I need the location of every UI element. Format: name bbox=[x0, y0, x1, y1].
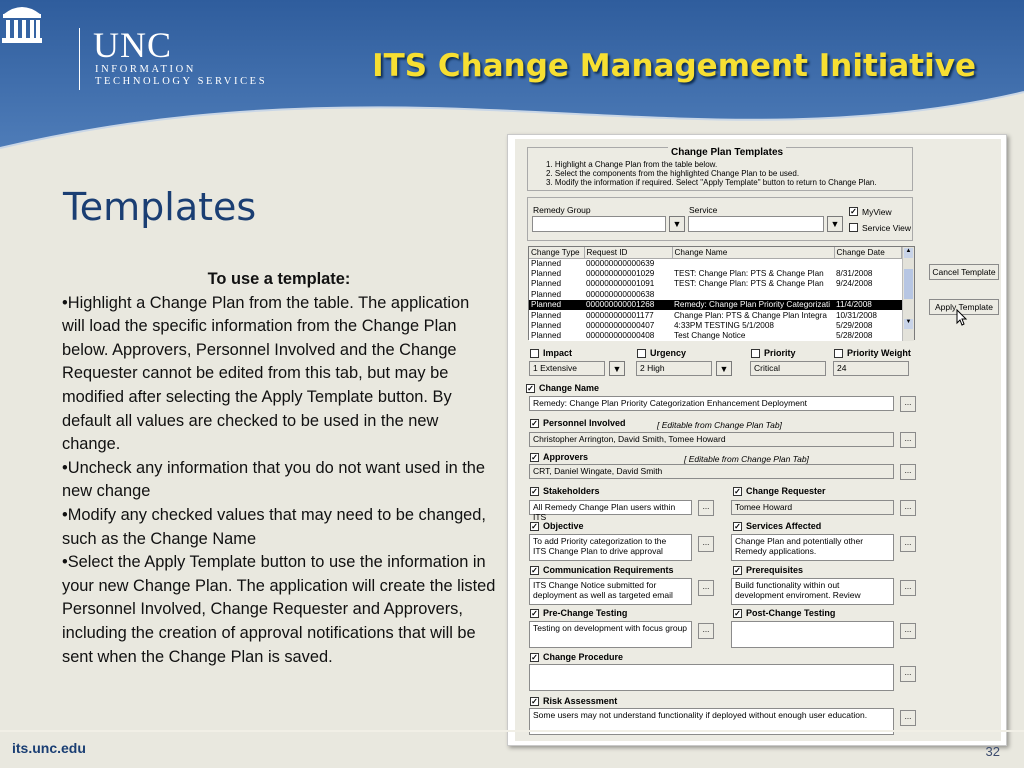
change-procedure-textarea[interactable] bbox=[529, 664, 894, 691]
column-header-request-id[interactable]: Request ID bbox=[584, 247, 672, 258]
cell-change-name bbox=[672, 258, 834, 268]
communication-checkbox[interactable] bbox=[530, 566, 539, 575]
objective-line-1: To add Priority categorization to the bbox=[533, 536, 667, 546]
impact-checkbox[interactable] bbox=[530, 349, 539, 358]
risk-textarea[interactable]: Some users may not understand functionality if deployed without enough user education. bbox=[529, 708, 894, 735]
table-row[interactable] bbox=[529, 268, 902, 278]
personnel-note: [ Editable from Change Plan Tab] bbox=[657, 420, 782, 430]
change-plan-table[interactable] bbox=[528, 246, 915, 340]
slide-title: ITS Change Management Initiative bbox=[372, 48, 976, 84]
change-procedure-label: Change Procedure bbox=[543, 652, 624, 662]
remedy-group-select[interactable] bbox=[532, 216, 666, 232]
cell-change-name: Change Plan: PTS & Change Plan Integra bbox=[674, 310, 827, 320]
cell-change-type: Planned bbox=[531, 321, 562, 331]
remedy-group-label: Remedy Group bbox=[533, 205, 591, 215]
communication-label: Communication Requirements bbox=[543, 565, 674, 575]
urgency-label: Urgency bbox=[650, 348, 687, 358]
cell-request-id: 000000000000639 bbox=[586, 258, 655, 268]
column-header-change-type[interactable]: Change Type bbox=[529, 247, 584, 258]
chevron-down-icon: ▼ bbox=[612, 364, 622, 374]
myview-checkbox[interactable] bbox=[849, 207, 858, 216]
priority-checkbox[interactable] bbox=[751, 349, 760, 358]
personnel-field: Christopher Arrington, David Smith, Tomee Howard bbox=[529, 432, 894, 447]
change-plan-screenshot bbox=[507, 134, 1007, 746]
logo-title: UNC bbox=[93, 25, 173, 65]
column-header-change-date[interactable]: Change Date bbox=[834, 247, 902, 258]
cell-change-type: Planned bbox=[531, 310, 562, 320]
check-icon: ✓ bbox=[531, 419, 538, 428]
cell-request-id: 000000000001268 bbox=[584, 300, 672, 310]
table-row[interactable] bbox=[529, 320, 902, 330]
services-affected-label: Services Affected bbox=[746, 521, 822, 531]
prerequisites-ellipsis-button[interactable]: ... bbox=[900, 580, 916, 596]
section-heading: Templates bbox=[63, 185, 257, 229]
objective-line-2: ITS Change Plan to drive approval bbox=[533, 546, 663, 556]
mouse-cursor-icon bbox=[956, 309, 968, 327]
bullet-modify: •Modify any checked values that may need to be changed, such as the Change Name bbox=[62, 505, 486, 548]
cell-change-name: TEST: Change Plan: PTS & Change Plan bbox=[674, 269, 824, 279]
cell-request-id: 000000000000408 bbox=[586, 331, 655, 341]
pre-testing-label: Pre-Change Testing bbox=[543, 608, 628, 618]
change-requester-checkbox[interactable] bbox=[733, 487, 742, 496]
post-testing-label: Post-Change Testing bbox=[746, 608, 836, 618]
table-row[interactable] bbox=[529, 300, 902, 310]
communication-line-1: ITS Change Notice submitted for bbox=[533, 580, 657, 590]
bullet-highlight: •Highlight a Change Plan from the table. The application will load the specific information from the Change Plan below. Approvers, Personnel Involved and the Change Requester cannot be edited from this tab, but may be modified after selecting the Apply Template button. By default all values are checked to be used in the new change. bbox=[62, 293, 470, 454]
service-dropdown[interactable] bbox=[827, 216, 843, 232]
service-label: Service bbox=[689, 205, 718, 215]
cell-change-date: 10/31/2008 bbox=[836, 310, 877, 320]
header-band bbox=[0, 0, 1024, 150]
change-procedure-checkbox[interactable] bbox=[530, 653, 539, 662]
cell-change-date: 9/24/2008 bbox=[836, 279, 873, 289]
check-icon: ✓ bbox=[734, 522, 741, 531]
communication-ellipsis-button[interactable]: ... bbox=[698, 580, 714, 596]
approvers-field: CRT, Daniel Wingate, David Smith bbox=[529, 464, 894, 479]
risk-ellipsis-button[interactable]: ... bbox=[900, 710, 916, 726]
stakeholders-checkbox[interactable] bbox=[530, 487, 539, 496]
priority-field: Critical bbox=[750, 361, 826, 376]
personnel-ellipsis-button[interactable]: ... bbox=[900, 432, 916, 448]
urgency-checkbox[interactable] bbox=[637, 349, 646, 358]
urgency-select[interactable]: 2 High bbox=[636, 361, 712, 376]
cell-request-id: 000000000001177 bbox=[586, 310, 654, 320]
instructions-subheading: To use a template: bbox=[207, 270, 351, 288]
check-icon: ✓ bbox=[531, 566, 538, 575]
objective-label: Objective bbox=[543, 521, 584, 531]
prerequisites-textarea[interactable] bbox=[731, 578, 894, 605]
change-requester-field: Tomee Howard bbox=[731, 500, 894, 515]
approvers-label: Approvers bbox=[543, 452, 589, 462]
logo-subtitle-2: TECHNOLOGY SERVICES bbox=[95, 76, 268, 87]
cell-request-id: 000000000001091 bbox=[586, 279, 655, 289]
cell-change-type: Planned bbox=[531, 258, 562, 268]
priority-label: Priority bbox=[764, 348, 796, 358]
change-requester-label: Change Requester bbox=[746, 486, 826, 496]
priority-weight-field: 24 bbox=[833, 361, 909, 376]
bullet-uncheck: •Uncheck any information that you do not want used in the new change bbox=[62, 458, 486, 501]
instruction-3: 3. Modify the information if required. Select "Apply Template" button to return to Change Plan. bbox=[546, 178, 877, 187]
cell-change-date: 8/31/2008 bbox=[836, 269, 873, 279]
scroll-down-icon[interactable]: ▼ bbox=[904, 319, 913, 329]
prerequisites-label: Prerequisites bbox=[746, 565, 804, 575]
stakeholders-ellipsis-button[interactable]: ... bbox=[698, 500, 714, 516]
cell-change-date bbox=[834, 258, 902, 268]
services-affected-ellipsis-button[interactable]: ... bbox=[900, 536, 916, 552]
pre-testing-checkbox[interactable] bbox=[530, 609, 539, 618]
bullet-apply: •Select the Apply Template button to use the information in your new Change Plan. The application will create the listed Personnel Involved, Change Requester and Approvers, including the creation of approval notifications that will be sent when the Change Plan is saved. bbox=[62, 553, 496, 666]
table-scrollbar[interactable] bbox=[902, 247, 914, 341]
cell-change-type: Planned bbox=[531, 279, 562, 289]
change-procedure-ellipsis-button[interactable]: ... bbox=[900, 666, 916, 682]
service-select[interactable] bbox=[688, 216, 824, 232]
cancel-template-button[interactable]: Cancel Template bbox=[929, 264, 999, 280]
cell-change-date: 11/4/2008 bbox=[834, 300, 902, 310]
change-requester-ellipsis-button[interactable]: ... bbox=[900, 500, 916, 516]
cell-change-name: TEST: Change Plan: PTS & Change Plan bbox=[674, 279, 824, 289]
risk-checkbox[interactable] bbox=[530, 697, 539, 706]
myview-label: MyView bbox=[862, 207, 892, 217]
service-view-label: Service View bbox=[862, 223, 911, 233]
groupbox-title: Change Plan Templates bbox=[668, 147, 786, 158]
cell-change-date: 5/28/2008 bbox=[836, 331, 873, 341]
table-row[interactable] bbox=[529, 310, 902, 320]
cell-change-name: Test Change Notice bbox=[674, 331, 746, 341]
communication-textarea[interactable] bbox=[529, 578, 692, 605]
priority-weight-checkbox[interactable] bbox=[834, 349, 843, 358]
approvers-checkbox[interactable] bbox=[530, 453, 539, 462]
cell-request-id: 000000000001029 bbox=[586, 269, 655, 279]
impact-select[interactable]: 1 Extensive bbox=[529, 361, 605, 376]
cell-change-date: 5/29/2008 bbox=[836, 321, 873, 331]
check-icon: ✓ bbox=[531, 653, 538, 662]
check-icon: ✓ bbox=[531, 697, 538, 706]
change-name-input[interactable]: Remedy: Change Plan Priority Categorization Enhancement Deployment bbox=[529, 396, 894, 411]
risk-label: Risk Assessment bbox=[543, 696, 618, 706]
cell-change-type: Planned bbox=[531, 269, 562, 279]
service-view-checkbox[interactable] bbox=[849, 223, 858, 232]
cell-change-name: Remedy: Change Plan Priority Categorizati bbox=[672, 300, 834, 310]
priority-weight-label: Priority Weight bbox=[847, 348, 911, 358]
check-icon: ✓ bbox=[734, 487, 741, 496]
logo-subtitle-1: INFORMATION bbox=[95, 64, 196, 75]
table-header-row bbox=[529, 247, 902, 258]
chevron-down-icon: ▼ bbox=[830, 219, 840, 229]
urgency-dropdown[interactable] bbox=[716, 361, 732, 376]
remedy-group-dropdown[interactable] bbox=[669, 216, 685, 232]
check-icon: ✓ bbox=[531, 522, 538, 531]
cell-change-type: Planned bbox=[531, 331, 562, 341]
stakeholders-label: Stakeholders bbox=[543, 486, 600, 496]
cell-change-date bbox=[834, 289, 902, 299]
pre-testing-textarea[interactable]: Testing on development with focus group bbox=[529, 621, 692, 648]
check-icon: ✓ bbox=[527, 384, 534, 393]
footer-divider bbox=[0, 730, 1024, 732]
impact-dropdown[interactable] bbox=[609, 361, 625, 376]
cell-change-type: Planned bbox=[531, 289, 562, 299]
cell-change-type: Planned bbox=[529, 300, 584, 310]
chevron-down-icon: ▼ bbox=[672, 219, 682, 229]
prerequisites-line-2: development enviroment. Review bbox=[735, 590, 861, 600]
logo-divider bbox=[79, 28, 80, 90]
table-row[interactable] bbox=[529, 258, 902, 268]
stakeholders-input[interactable]: All Remedy Change Plan users within ITS bbox=[529, 500, 692, 515]
old-well-logo-icon bbox=[0, 0, 44, 46]
table-row[interactable] bbox=[529, 279, 902, 289]
check-icon: ✓ bbox=[734, 609, 741, 618]
table-row[interactable] bbox=[529, 289, 902, 299]
services-affected-line-1: Change Plan and potentially other bbox=[735, 536, 864, 546]
page-number: 32 bbox=[985, 744, 1000, 759]
services-affected-textarea[interactable] bbox=[731, 534, 894, 561]
scroll-thumb[interactable] bbox=[904, 269, 913, 299]
footer-url[interactable]: its.unc.edu bbox=[12, 740, 86, 756]
cell-change-name bbox=[672, 289, 834, 299]
pre-testing-ellipsis-button[interactable]: ... bbox=[698, 623, 714, 639]
change-name-label: Change Name bbox=[539, 383, 600, 393]
check-icon: ✓ bbox=[531, 487, 538, 496]
check-icon: ✓ bbox=[531, 609, 538, 618]
templates-groupbox bbox=[527, 147, 913, 191]
cell-request-id: 000000000000638 bbox=[586, 289, 655, 299]
prerequisites-checkbox[interactable] bbox=[733, 566, 742, 575]
cell-change-name: 4:33PM TESTING 5/1/2008 bbox=[674, 321, 774, 331]
change-plan-templates-window bbox=[515, 139, 1001, 741]
personnel-label: Personnel Involved bbox=[543, 418, 626, 428]
instruction-2: 2. Select the components from the highlighted Change Plan to be used. bbox=[546, 169, 800, 178]
apply-template-button[interactable]: Apply Template bbox=[929, 299, 999, 315]
services-affected-line-2: Remedy applications. bbox=[735, 546, 817, 556]
table-row[interactable] bbox=[529, 331, 902, 341]
column-header-change-name[interactable]: Change Name bbox=[672, 247, 834, 258]
scroll-up-icon[interactable]: ▲ bbox=[904, 248, 913, 258]
post-testing-ellipsis-button[interactable]: ... bbox=[900, 623, 916, 639]
objective-checkbox[interactable] bbox=[530, 522, 539, 531]
check-icon: ✓ bbox=[734, 566, 741, 575]
check-icon: ✓ bbox=[531, 453, 538, 462]
prerequisites-line-1: Build functionality within out bbox=[735, 580, 840, 590]
personnel-checkbox[interactable] bbox=[530, 419, 539, 428]
instructions-text bbox=[62, 268, 496, 669]
objective-textarea[interactable] bbox=[529, 534, 692, 561]
chevron-down-icon: ▼ bbox=[719, 364, 729, 374]
check-icon: ✓ bbox=[850, 207, 857, 216]
approvers-ellipsis-button[interactable]: ... bbox=[900, 464, 916, 480]
cell-request-id: 000000000000407 bbox=[586, 321, 655, 331]
change-plan-grid bbox=[529, 247, 902, 341]
change-name-ellipsis-button[interactable]: ... bbox=[900, 396, 916, 412]
communication-line-2: deployment as well as targeted email bbox=[533, 590, 673, 600]
change-name-checkbox[interactable] bbox=[526, 384, 535, 393]
instruction-1: 1. Highlight a Change Plan from the table below. bbox=[546, 160, 718, 169]
post-testing-textarea[interactable] bbox=[731, 621, 894, 648]
impact-label: Impact bbox=[543, 348, 573, 358]
services-affected-checkbox[interactable] bbox=[733, 522, 742, 531]
post-testing-checkbox[interactable] bbox=[733, 609, 742, 618]
objective-ellipsis-button[interactable]: ... bbox=[698, 536, 714, 552]
approvers-note: [ Editable from Change Plan Tab] bbox=[684, 454, 809, 464]
